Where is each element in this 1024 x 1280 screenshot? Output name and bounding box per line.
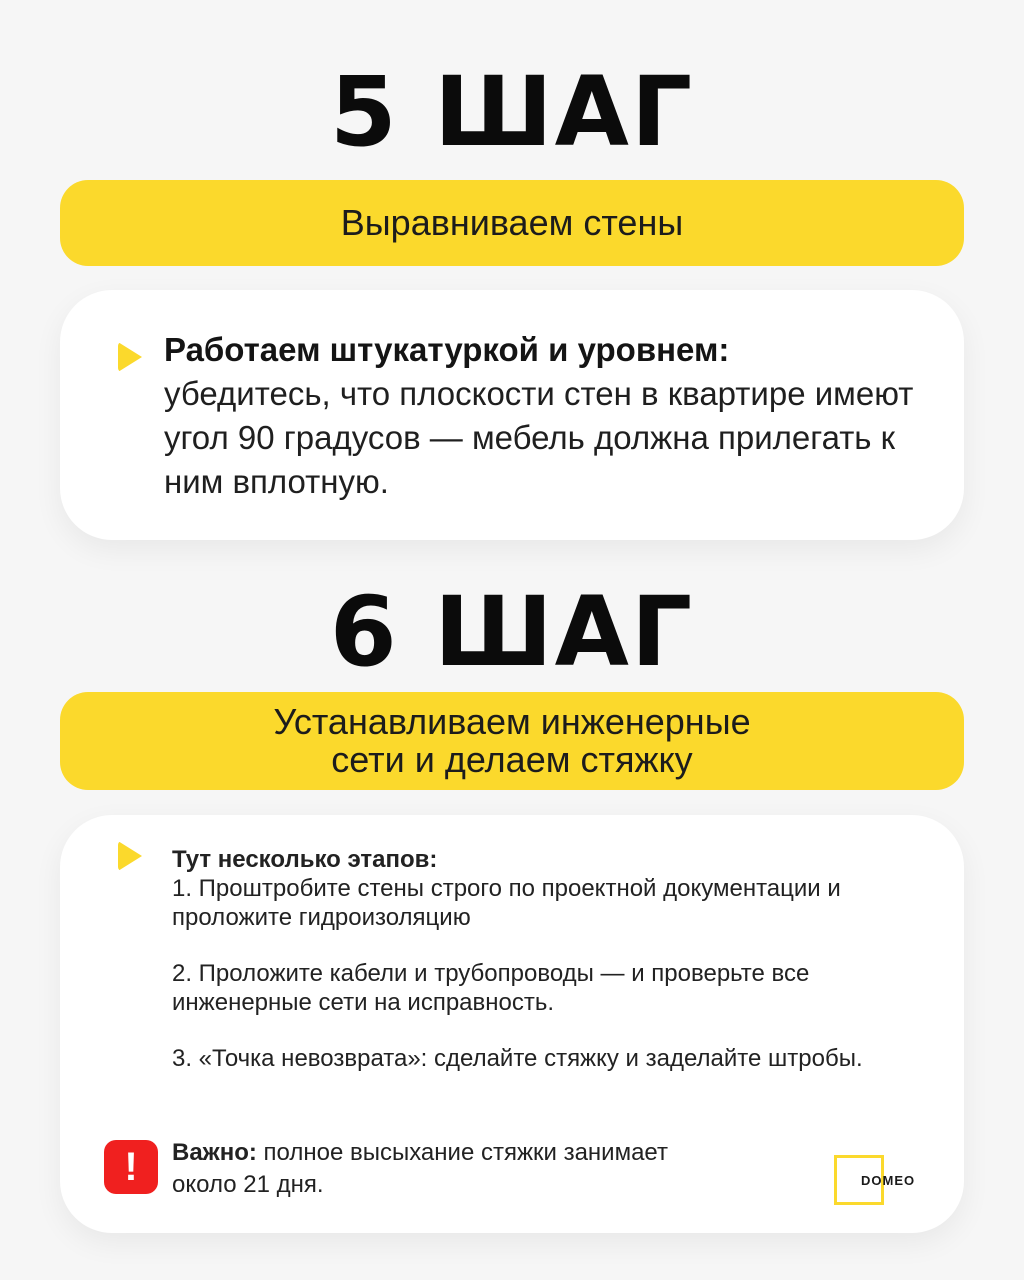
list-item: 2. Проложите кабели и трубопроводы — и проверьте все инженерные сети на исправность.	[172, 960, 810, 1016]
step-6-card	[60, 815, 964, 1233]
step-6-subtitle-line2: сети и делаем стяжку	[331, 739, 693, 780]
list-item: 1. Проштробите стены строго по проектной документации и проложите гидроизоляцию	[172, 875, 841, 931]
step-6-heading: Тут несколько этапов:	[172, 846, 438, 873]
step-5-subtitle: Выравниваем стены	[340, 202, 684, 244]
step-5-subtitle-pill	[60, 180, 964, 266]
play-arrow-icon	[118, 342, 142, 372]
step-5-title: 5 ШАГ	[329, 56, 695, 168]
logo-text: DOMEO	[861, 1173, 916, 1188]
step-6-subtitle-pill	[60, 692, 964, 790]
step-5-body: убедитесь, что плоскости стен в квартире имеют угол 90 градусов — мебель должна прилегать к ним вплотную.	[164, 375, 914, 500]
step-5-text	[164, 328, 924, 504]
play-arrow-icon	[118, 841, 142, 871]
exclamation-icon: !	[104, 1140, 158, 1194]
list-item: 3. «Точка невозврата»: сделайте стяжку и заделайте штробы.	[172, 1045, 863, 1072]
step-6-title: 6 ШАГ	[329, 576, 695, 688]
warning-text: полное высыхание стяжки занимает около 21 дня.	[172, 1139, 668, 1198]
step-6-text	[172, 845, 932, 1073]
warning-label: Важно:	[172, 1139, 257, 1166]
step-5-card	[60, 290, 964, 540]
step-6-subtitle-line1: Устанавливаем инженерные	[273, 701, 751, 743]
warning-note	[172, 1137, 732, 1201]
step-5-lead: Работаем штукатуркой и уровнем:	[164, 331, 730, 368]
domeo-logo	[834, 1155, 916, 1205]
